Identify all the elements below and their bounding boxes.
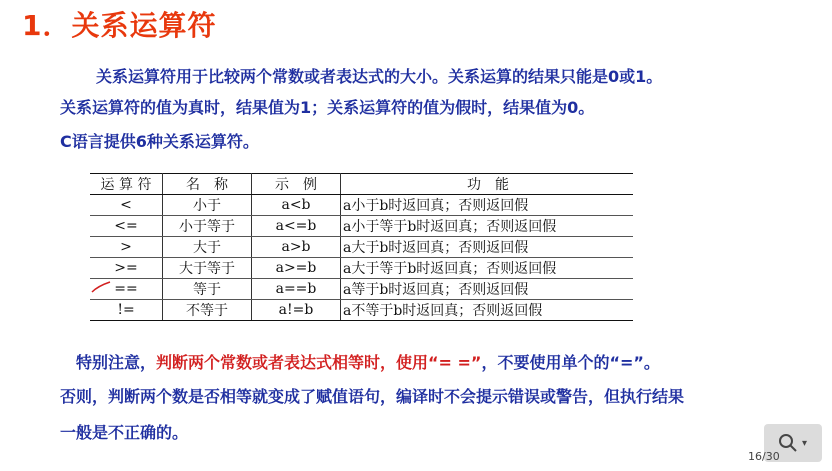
cell-function: a等于b时返回真；否则返回假	[341, 279, 634, 300]
table-row	[90, 258, 633, 279]
paragraph-operator-count: C语言提供6种关系运算符。	[60, 132, 259, 151]
cell-example: a>b	[252, 237, 341, 258]
header-function: 功 能	[341, 174, 634, 195]
note-prefix: 特别注意，	[76, 353, 157, 372]
cell-function: a大于等于b时返回真；否则返回假	[341, 258, 634, 279]
cell-example: a<b	[252, 195, 341, 216]
paragraph-intro: 关系运算符用于比较两个常数或者表达式的大小。关系运算的结果只能是0或1。	[96, 67, 663, 86]
cell-name: 不等于	[163, 300, 252, 321]
cell-operator: >=	[90, 258, 163, 279]
header-example: 示 例	[252, 174, 341, 195]
note-line-1	[76, 350, 660, 373]
cell-operator: <	[90, 195, 163, 216]
cell-operator: >	[90, 237, 163, 258]
cell-operator: !=	[90, 300, 163, 321]
table-row	[90, 216, 633, 237]
table-row	[90, 237, 633, 258]
cell-example: a>=b	[252, 258, 341, 279]
operators-table	[90, 173, 633, 321]
header-name: 名 称	[163, 174, 252, 195]
slide-title: 1．关系运算符	[22, 9, 217, 42]
note-line-3: 一般是不正确的。	[60, 423, 189, 442]
cell-function: a大于b时返回真；否则返回假	[341, 237, 634, 258]
paragraph-result-values: 关系运算符的值为真时，结果值为1；关系运算符的值为假时，结果值为0。	[60, 98, 595, 117]
magnifier-icon	[778, 433, 798, 453]
pen-annotation-mark	[90, 280, 114, 294]
header-operator: 运 算 符	[90, 174, 163, 195]
note-suffix: ，不要使用单个的“=”。	[481, 353, 660, 372]
cell-operator: ==	[90, 279, 163, 300]
cell-example: a!=b	[252, 300, 341, 321]
note-line-2: 否则，判断两个数是否相等就变成了赋值语句，编译时不会提示错误或警告，但执行结果	[60, 387, 685, 406]
page-number: 16/30	[748, 450, 780, 463]
cell-example: a<=b	[252, 216, 341, 237]
cell-example: a==b	[252, 279, 341, 300]
cell-function: a不等于b时返回真；否则返回假	[341, 300, 634, 321]
chevron-down-icon: ▾	[802, 438, 808, 449]
note-highlight: 判断两个常数或者表达式相等时，使用“= =”	[156, 353, 482, 372]
table-header-row	[90, 174, 633, 195]
cell-name: 等于	[163, 279, 252, 300]
cell-name: 大于等于	[163, 258, 252, 279]
cell-name: 大于	[163, 237, 252, 258]
cell-function: a小于b时返回真；否则返回假	[341, 195, 634, 216]
cell-name: 小于等于	[163, 216, 252, 237]
cell-function: a小于等于b时返回真；否则返回假	[341, 216, 634, 237]
cell-operator: <=	[90, 216, 163, 237]
table-row	[90, 279, 633, 300]
table-row	[90, 300, 633, 321]
cell-name: 小于	[163, 195, 252, 216]
table-row	[90, 195, 633, 216]
